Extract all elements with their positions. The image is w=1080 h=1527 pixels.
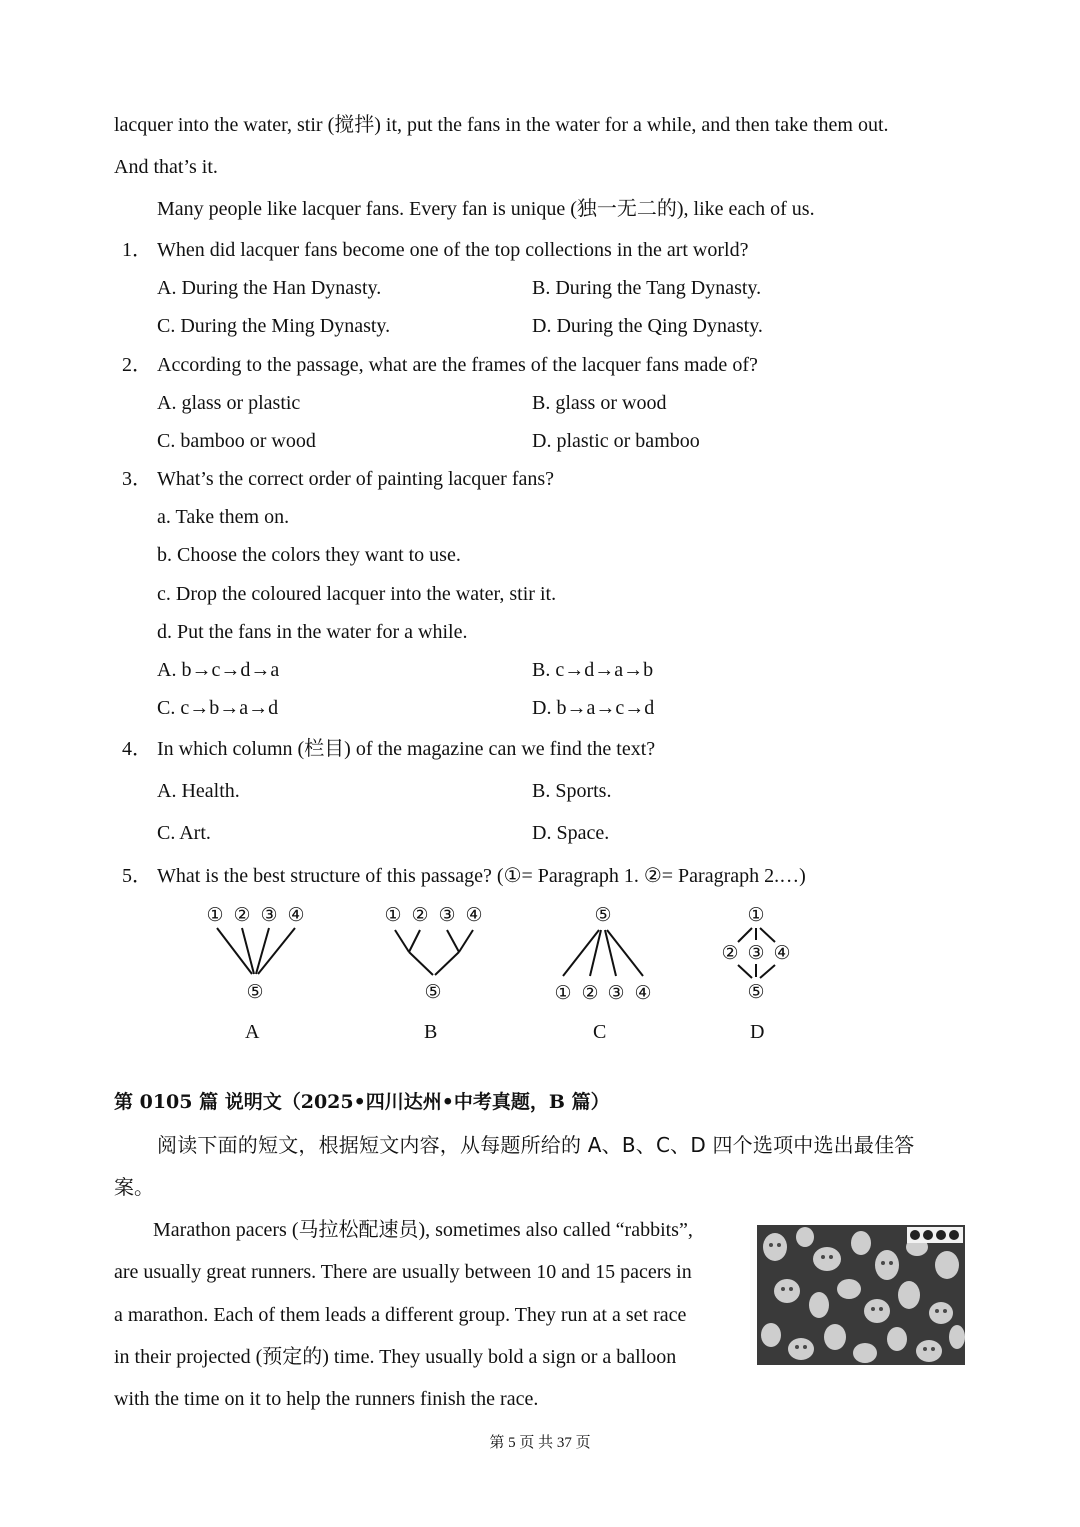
diagram-label-b: B xyxy=(424,1021,438,1043)
circled-number: ④ xyxy=(634,982,652,1004)
option-b[interactable]: B. c→d→a→b xyxy=(532,659,654,681)
circled-number: ④ xyxy=(773,942,791,964)
question-stem: According to the passage, what are the frames of the lacquer fans made of? xyxy=(157,354,758,376)
option-a[interactable]: A. During the Han Dynasty. xyxy=(157,277,382,299)
step-item: d. Put the fans in the water for a while. xyxy=(157,621,468,643)
option-a[interactable]: A. Health. xyxy=(157,780,240,802)
paragraph-line: with the time on it to help the runners finish the race. xyxy=(114,1388,539,1410)
diagram-a[interactable] xyxy=(206,904,304,1003)
option-c[interactable]: C. During the Ming Dynasty. xyxy=(157,315,391,337)
passage-line: Many people like lacquer fans. Every fan is unique (独一无二的), like each of us. xyxy=(157,198,815,220)
circled-number: ② xyxy=(721,942,739,964)
option-d[interactable]: D. plastic or bamboo xyxy=(532,430,700,452)
question-number: 3． xyxy=(122,468,152,490)
circled-number: ⑤ xyxy=(747,981,765,1003)
step-item: a. Take them on. xyxy=(157,506,290,528)
diagram-b[interactable] xyxy=(384,904,482,1003)
circled-number: ⑤ xyxy=(246,981,264,1003)
circled-number: ① xyxy=(206,904,224,926)
circled-number: ③ xyxy=(607,982,625,1004)
option-d[interactable]: D. b→a→c→d xyxy=(532,697,655,719)
option-a[interactable]: A. b→c→d→a xyxy=(157,659,280,681)
question-number: 1． xyxy=(122,239,152,261)
option-c[interactable]: C. bamboo or wood xyxy=(157,430,316,452)
question-number: 4． xyxy=(122,738,152,760)
page-footer: 第 5 页 共 37 页 xyxy=(489,1435,591,1451)
passage-line: And that’s it. xyxy=(114,156,218,178)
circled-number: ② xyxy=(411,904,429,926)
section-heading: 第 0105 篇 说明文（2025•四川达州•中考真题，B 篇） xyxy=(114,1091,610,1113)
circled-number: ③ xyxy=(260,904,278,926)
circled-number: ① xyxy=(747,904,765,926)
option-b[interactable]: B. glass or wood xyxy=(532,392,667,414)
circled-number: ③ xyxy=(747,942,765,964)
option-c[interactable]: C. c→b→a→d xyxy=(157,697,279,719)
diagram-label-c: C xyxy=(593,1021,607,1043)
option-b[interactable]: B. Sports. xyxy=(532,780,612,802)
option-a[interactable]: A. glass or plastic xyxy=(157,392,301,414)
circled-number: ④ xyxy=(287,904,305,926)
circled-number: ④ xyxy=(465,904,483,926)
instruction-text: 阅读下面的短文，根据短文内容，从每题所给的 A、B、C、D 四个选项中选出最佳答 xyxy=(157,1133,915,1157)
diagram-label-a: A xyxy=(245,1021,260,1043)
step-item: c. Drop the coloured lacquer into the water, stir it. xyxy=(157,583,557,605)
circled-number: ② xyxy=(233,904,251,926)
circled-number: ⑤ xyxy=(594,904,612,926)
option-d[interactable]: D. During the Qing Dynasty. xyxy=(532,315,763,337)
question-stem: When did lacquer fans become one of the top collections in the art world? xyxy=(157,239,749,261)
instruction-text: 案。 xyxy=(114,1175,154,1199)
option-d[interactable]: D. Space. xyxy=(532,822,610,844)
paragraph-line: a marathon. Each of them leads a different group. They run at a set race xyxy=(114,1304,687,1326)
passage-line: lacquer into the water, stir (搅拌) it, put the fans in the water for a while, and then take them out. xyxy=(114,114,889,136)
circled-number: ② xyxy=(581,982,599,1004)
diagram-label-d: D xyxy=(750,1021,765,1043)
diagram-c[interactable] xyxy=(554,904,651,1004)
diagram-d[interactable] xyxy=(721,904,790,1003)
marathon-crowd-photo xyxy=(757,1225,965,1365)
question-stem: In which column (栏目) of the magazine can we find the text? xyxy=(157,738,656,760)
paragraph-line: in their projected (预定的) time. They usually bold a sign or a balloon xyxy=(114,1346,677,1368)
circled-number: ① xyxy=(554,982,572,1004)
option-c[interactable]: C. Art. xyxy=(157,822,211,844)
circled-number: ① xyxy=(384,904,402,926)
circled-number: ⑤ xyxy=(424,981,442,1003)
question-number: 2． xyxy=(122,354,152,376)
step-item: b. Choose the colors they want to use. xyxy=(157,544,461,566)
question-number: 5． xyxy=(122,865,152,887)
question-stem: What’s the correct order of painting lacquer fans? xyxy=(157,468,555,490)
paragraph-line: are usually great runners. There are usually between 10 and 15 pacers in xyxy=(114,1261,692,1283)
option-b[interactable]: B. During the Tang Dynasty. xyxy=(532,277,762,299)
structure-diagrams xyxy=(195,898,815,1008)
question-stem: What is the best structure of this passage? (①= Paragraph 1. ②= Paragraph 2.…) xyxy=(157,865,806,887)
circled-number: ③ xyxy=(438,904,456,926)
paragraph-line: Marathon pacers (马拉松配速员), sometimes also called “rabbits”, xyxy=(153,1219,693,1241)
